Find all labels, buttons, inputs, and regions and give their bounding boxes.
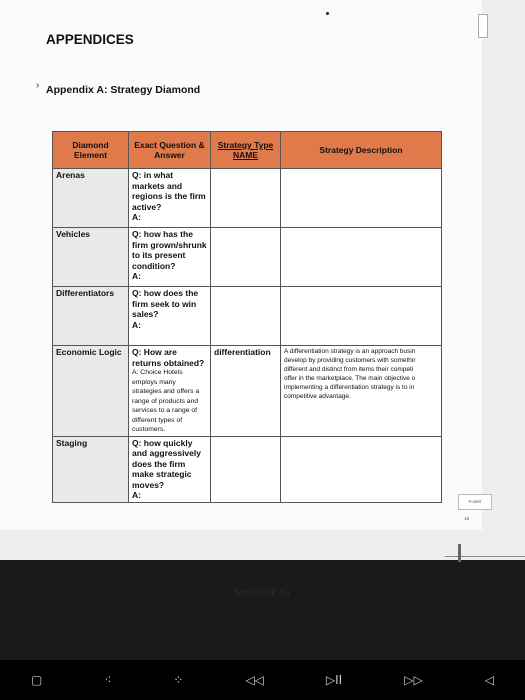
strategy-diamond-table xyxy=(52,131,442,503)
touch-bar xyxy=(0,660,525,700)
table-header-row xyxy=(53,132,442,169)
cell-question-answer[interactable] xyxy=(129,228,211,287)
volume-icon[interactable]: ◁ xyxy=(484,673,494,687)
rewind-icon[interactable]: ◁◁ xyxy=(245,673,264,687)
cell-element[interactable]: Economic Logic xyxy=(53,346,129,437)
description-line: A differentiation strategy is an approach busin xyxy=(284,348,416,355)
cell-strategy-description[interactable] xyxy=(281,287,442,346)
question-text: Q: in what markets and regions is the firm active? xyxy=(132,170,206,212)
fast-forward-icon[interactable]: ▷▷ xyxy=(404,673,423,687)
description-line: offer in the marketplace. The main objective o xyxy=(284,375,416,382)
cell-strategy-type[interactable] xyxy=(211,287,281,346)
cell-strategy-type[interactable]: differentiation xyxy=(211,346,281,437)
header-diamond-element: Diamond Element xyxy=(53,132,129,169)
cell-strategy-type[interactable] xyxy=(211,228,281,287)
laptop-brand-label: MacBook Air xyxy=(234,588,291,599)
cell-question-answer[interactable] xyxy=(129,287,211,346)
answer-text: A: xyxy=(132,212,141,222)
cursor-dot xyxy=(326,12,329,15)
footer-label: Footer xyxy=(458,494,492,510)
table-row xyxy=(53,169,442,228)
header-strategy-type-label: Strategy Type NAME xyxy=(217,140,274,160)
table-row xyxy=(53,228,442,287)
answer-text: A: xyxy=(132,319,141,330)
table-row xyxy=(53,287,442,346)
cell-element[interactable]: Differentiators xyxy=(53,287,129,346)
description-line: competitive advantage. xyxy=(284,393,351,400)
cell-strategy-type[interactable] xyxy=(211,169,281,228)
description-line: develop by providing customers with somethir xyxy=(284,357,416,364)
table-row xyxy=(53,436,442,502)
cell-strategy-type[interactable] xyxy=(211,436,281,502)
cell-strategy-description[interactable] xyxy=(281,169,442,228)
ruler-marker[interactable] xyxy=(458,544,461,562)
question-text: Q: how quickly and aggressively does the firm make strategic moves? xyxy=(132,437,201,490)
document-heading: APPENDICES xyxy=(46,32,134,47)
bullet-icon: › xyxy=(36,80,40,91)
page-number: 18 xyxy=(464,516,470,521)
answer-text: A: xyxy=(132,271,141,281)
cell-element[interactable]: Arenas xyxy=(53,169,129,228)
cell-strategy-description[interactable] xyxy=(281,346,442,437)
header-question-answer: Exact Question & Answer xyxy=(129,132,211,169)
question-text: Q: how has the firm grown/shrunk to its present condition? xyxy=(132,229,207,271)
header-strategy-type xyxy=(211,132,281,169)
answer-text: A: Choice Hotels employs many strategies and offers a range of products and services to a range of different types of customers. xyxy=(132,369,200,433)
scrollbar-thumb[interactable] xyxy=(478,14,488,38)
answer-text: A: xyxy=(132,490,141,500)
cell-question-answer[interactable] xyxy=(129,436,211,502)
brightness-up-icon[interactable]: ⁘ xyxy=(173,673,184,687)
mission-control-icon[interactable]: ▢ xyxy=(31,673,43,687)
brightness-down-icon[interactable]: ⁖ xyxy=(104,673,112,687)
cell-element[interactable]: Vehicles xyxy=(53,228,129,287)
question-text: Q: How are returns obtained? xyxy=(132,347,205,368)
description-line: implementing a differentiation strategy is to in xyxy=(284,384,415,391)
question-text: Q: how does the firm seek to win sales? xyxy=(132,288,199,319)
cell-strategy-description[interactable] xyxy=(281,228,442,287)
play-pause-icon[interactable]: ▷II xyxy=(325,673,343,687)
ruler-line xyxy=(445,556,525,557)
cell-question-answer[interactable] xyxy=(129,169,211,228)
cell-strategy-description[interactable] xyxy=(281,436,442,502)
header-strategy-description: Strategy Description xyxy=(281,132,442,169)
appendix-title: Appendix A: Strategy Diamond xyxy=(46,84,201,96)
cell-element[interactable]: Staging xyxy=(53,436,129,502)
table-row xyxy=(53,346,442,437)
cell-question-answer[interactable] xyxy=(129,346,211,437)
description-line: different and distinct from items their competi xyxy=(284,366,414,373)
